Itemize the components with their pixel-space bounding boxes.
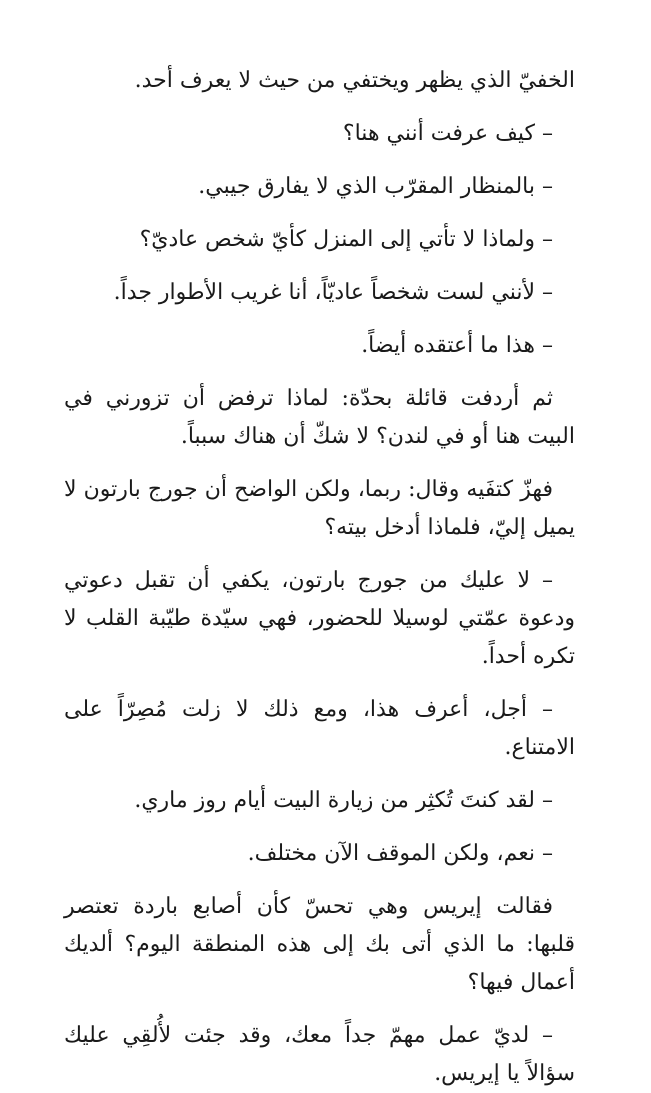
paragraph-11: – لقد كنتَ تُكثِر من زيارة البيت أيام روز ماري. <box>134 788 553 813</box>
paragraph-6: – هذا ما أعتقده أيضاً. <box>361 333 553 358</box>
paragraph-7: ثم أردفت قائلة بحدّة: لماذا ترفض أن تزورني في البيت هنا أو في لندن؟ لا شكّ أن هناك سبباً. <box>64 386 575 449</box>
paragraph-10: – أجل، أعرف هذا، ومع ذلك لا زلت مُصِرّاً على الامتناع. <box>64 697 575 760</box>
paragraph-3: – بالمنظار المقرّب الذي لا يفارق جيبي. <box>198 174 553 199</box>
paragraph-1: الخفيّ الذي يظهر ويختفي من حيث لا يعرف أحد. <box>134 68 575 93</box>
paragraph-14: – لديّ عمل مهمّ جداً معك، وقد جئت لأُلقِي عليك سؤالاً يا إيريس. <box>64 1023 575 1086</box>
paragraph-5: – لأنني لست شخصاً عاديّاً، أنا غريب الأطوار جداً. <box>113 280 553 305</box>
paragraph-13: فقالت إيريس وهي تحسّ كأن أصابع باردة تعتصر قلبها: ما الذي أتى بك إلى هذه المنطقة اليوم؟ ألديك أعمال فيها؟ <box>64 894 575 995</box>
paragraph-8: فهزّ كتفَيه وقال: ربما، ولكن الواضح أن جورج بارتون لا يميل إليّ، فلماذا أدخل بيته؟ <box>64 477 575 540</box>
paragraph-2: – كيف عرفت أنني هنا؟ <box>342 121 553 146</box>
paragraph-9: – لا عليك من جورج بارتون، يكفي أن تقبل دعوتي ودعوة عمّتي لوسيلا للحضور، فهي سيّدة طيّبة القلب لا تكره أحداً. <box>64 568 575 669</box>
paragraph-4: – ولماذا لا تأتي إلى المنزل كأيّ شخص عاديّ؟ <box>139 227 553 252</box>
paragraph-12: – نعم، ولكن الموقف الآن مختلف. <box>247 841 553 866</box>
